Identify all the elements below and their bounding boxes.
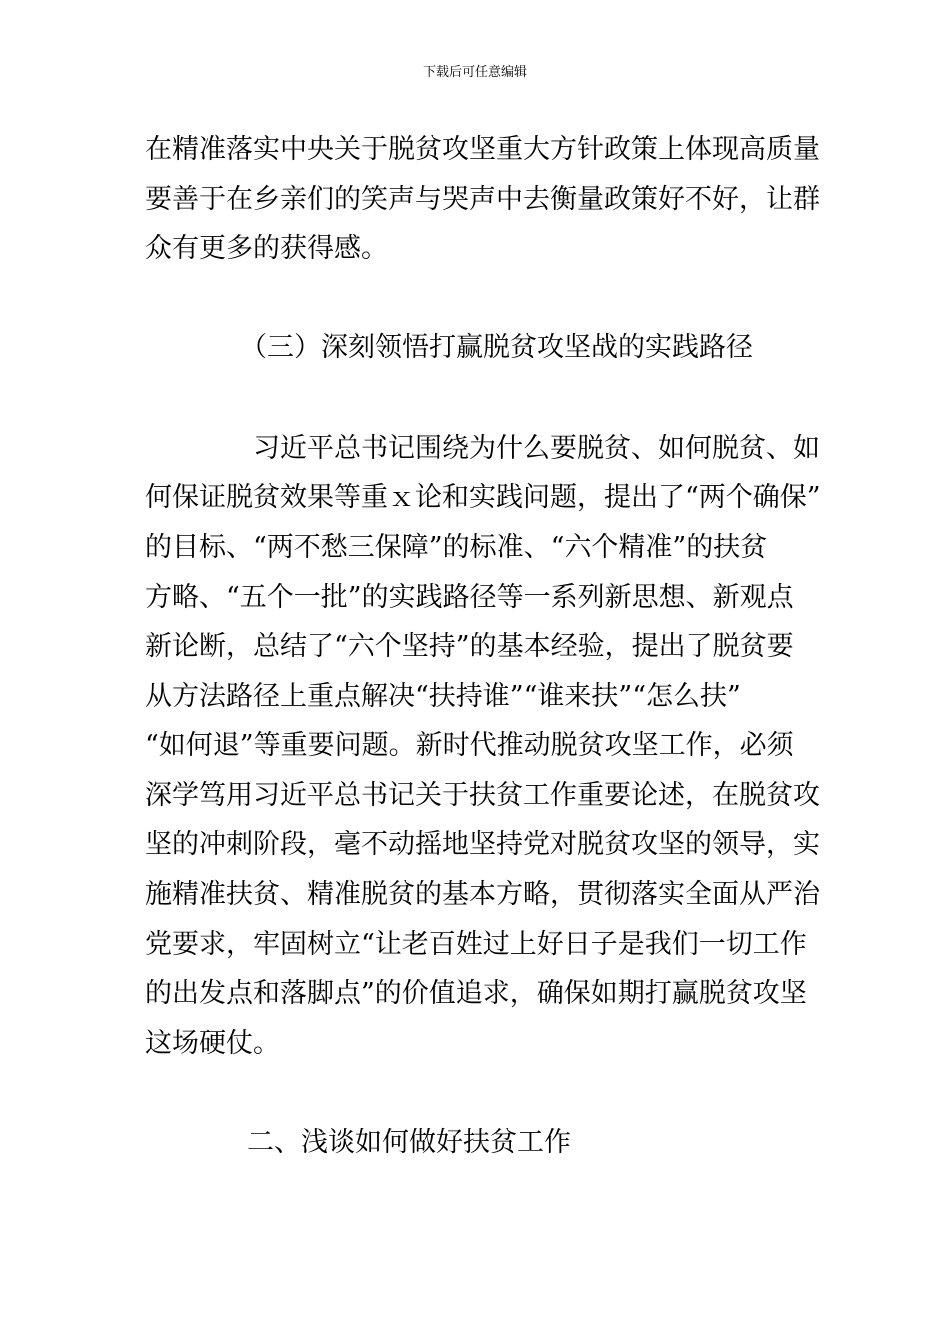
paragraph-2-line-10: 施精准扶贫、精准脱贫的基本方略，贯彻落实全面从严治 xyxy=(145,879,820,910)
page-header: 下载后可任意编辑 xyxy=(422,65,527,80)
section-heading-2: 二、浅谈如何做好扶贫工作 xyxy=(247,1127,571,1158)
paragraph-1-line-3: 众有更多的获得感。 xyxy=(145,233,388,264)
paragraph-1-line-2: 要善于在乡亲们的笑声与哭声中去衡量政策好不好，让群 xyxy=(145,184,820,215)
paragraph-2-line-1: 习近平总书记围绕为什么要脱贫、如何脱贫、如 xyxy=(253,433,820,464)
paragraph-2-line-4: 方略、“五个一批”的实践路径等一系列新思想、新观点 xyxy=(145,582,794,613)
paragraph-2-line-3: 的目标、“两不愁三保障”的标准、“六个精准”的扶贫 xyxy=(145,532,768,563)
paragraph-1-line-1: 在精准落实中央关于脱贫攻坚重大方针政策上体现高质量 xyxy=(145,134,820,165)
paragraph-2-line-9: 坚的冲刺阶段，毫不动摇地坚持党对脱贫攻坚的领导，实 xyxy=(145,829,820,860)
paragraph-2-line-11: 党要求，牢固树立“让老百姓过上好日子是我们一切工作 xyxy=(145,929,807,960)
paragraph-2-line-12: 的出发点和落脚点”的价值追求，确保如期打赢脱贫攻坚 xyxy=(145,978,807,1009)
paragraph-2-line-13: 这场硬仗。 xyxy=(145,1028,280,1059)
subheading-3: （三）深刻领悟打赢脱贫攻坚战的实践路径 xyxy=(240,332,753,363)
paragraph-2-line-5: 新论断，总结了“六个坚持”的基本经验，提出了脱贫要 xyxy=(145,631,794,662)
paragraph-2-line-6: 从方法路径上重点解决“扶持谁”“谁来扶”“怎么扶” xyxy=(145,681,741,712)
paragraph-2-line-8: 深学笃用习近平总书记关于扶贫工作重要论述，在脱贫攻 xyxy=(145,780,820,811)
paragraph-2-line-2: 何保证脱贫效果等重ｘ论和实践问题，提出了“两个确保” xyxy=(145,482,821,513)
paragraph-2-line-7: “如何退”等重要问题。新时代推动脱贫攻坚工作，必须 xyxy=(145,730,794,761)
